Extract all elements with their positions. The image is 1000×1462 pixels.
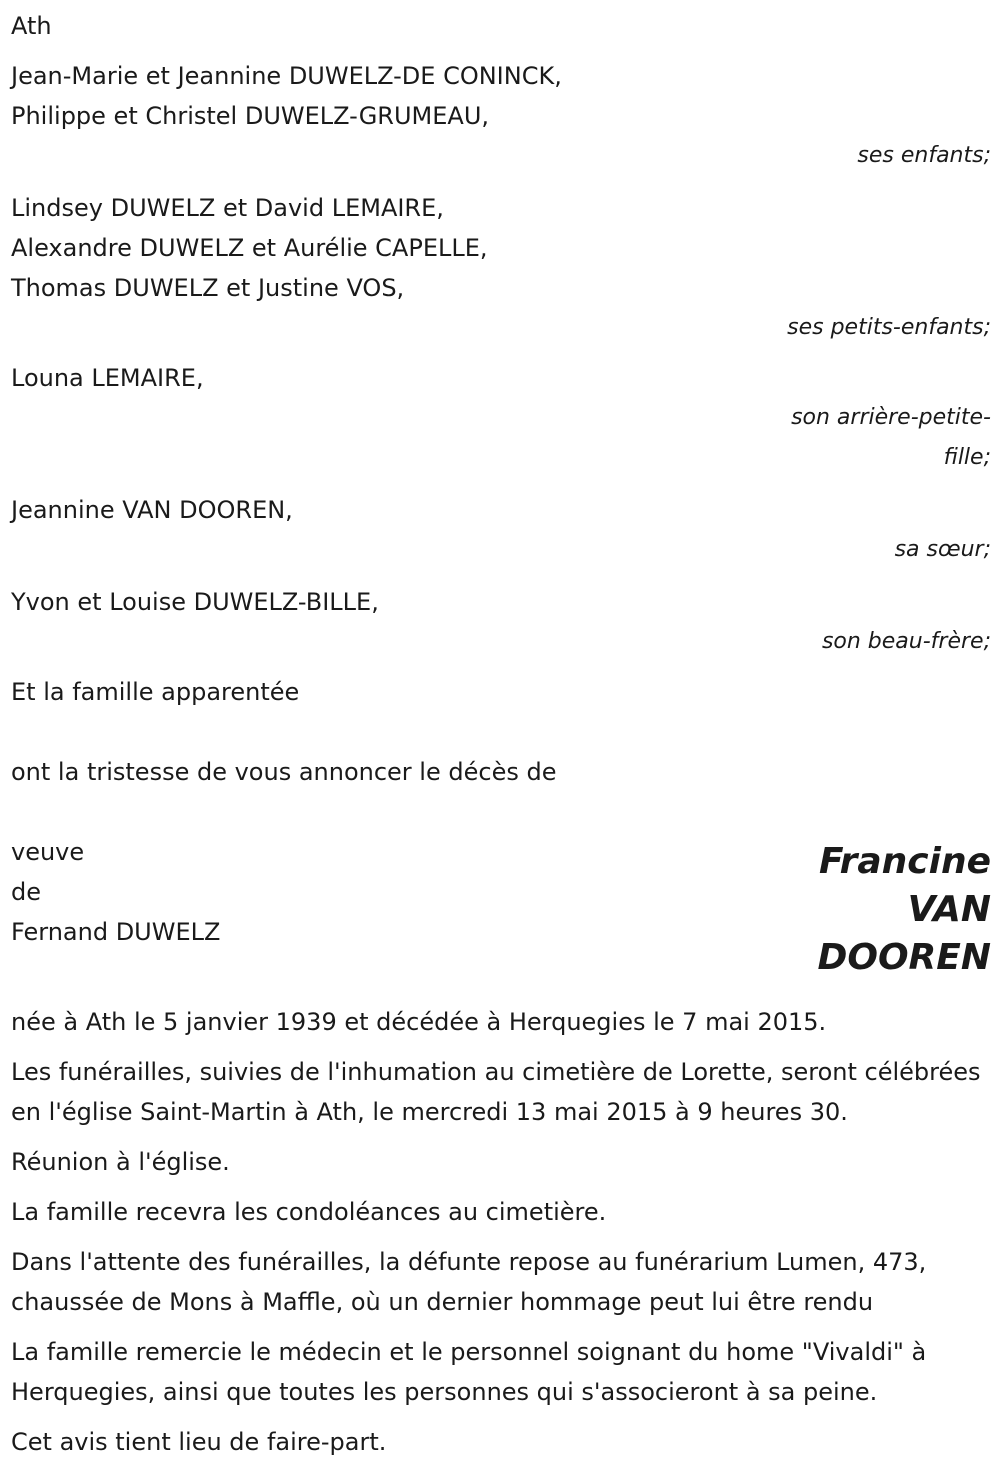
deceased-last-name: VAN [907, 889, 991, 930]
sister-role: sa sœur; [894, 537, 991, 562]
deceased-block [11, 832, 991, 982]
sister-section [11, 490, 991, 570]
children-section [11, 56, 991, 176]
city: Ath [11, 12, 52, 40]
deceased-first-name: Francine [818, 841, 991, 882]
grandchild-line: Lindsey DUWELZ et David LEMAIRE, [11, 194, 444, 222]
repose-paragraph: Dans l'attente des funérailles, la défunte repose au funérarium Lumen, 473, chaussée de Mons à Maffle, où un dernier hommage peut lui être rendu [11, 1248, 927, 1316]
late-husband-name: Fernand DUWELZ [11, 918, 221, 946]
great-granddaughter-section [11, 358, 991, 478]
great-granddaughter-role: son arrière-petite-fille; [791, 405, 991, 470]
child-line: Philippe et Christel DUWELZ-GRUMEAU, [11, 102, 490, 130]
notice-paragraph: Cet avis tient lieu de faire-part. [11, 1428, 387, 1456]
widow-of [11, 832, 220, 952]
announcement: ont la tristesse de vous annoncer le décès de [11, 758, 557, 786]
condolences-paragraph: La famille recevra les condoléances au cimetière. [11, 1198, 607, 1226]
grandchildren-section [11, 188, 991, 348]
grandchildren-role: ses petits-enfants; [787, 315, 991, 340]
funeral-paragraph: Les funérailles, suivies de l'inhumation au cimetière de Lorette, seront célébrées en l'église Saint-Martin à Ath, le mercredi 13 mai 2015 à 9 heures 30. [11, 1058, 981, 1126]
birth-death-paragraph: née à Ath le 5 janvier 1939 et décédée à Herquegies le 7 mai 2015. [11, 1008, 827, 1036]
great-granddaughter-name: Louna LEMAIRE, [11, 364, 204, 392]
grandchild-line: Thomas DUWELZ et Justine VOS, [11, 274, 405, 302]
child-line: Jean-Marie et Jeannine DUWELZ-DE CONINCK, [11, 62, 562, 90]
thanks-paragraph: La famille remercie le médecin et le personnel soignant du home "Vivaldi" à Herquegies, ainsi que toutes les personnes qui s'associeront à sa peine. [11, 1338, 927, 1406]
children-role: ses enfants; [857, 143, 991, 168]
widow-line: veuve [11, 838, 85, 866]
brother-in-law-name: Yvon et Louise DUWELZ-BILLE, [11, 588, 379, 616]
obituary-notice [11, 0, 991, 1462]
brother-in-law-section [11, 582, 991, 662]
grandchild-line: Alexandre DUWELZ et Aurélie CAPELLE, [11, 234, 488, 262]
brother-in-law-role: son beau-frère; [821, 629, 991, 654]
related-family: Et la famille apparentée [11, 678, 300, 706]
sister-name: Jeannine VAN DOOREN, [11, 496, 293, 524]
meeting-paragraph: Réunion à l'église. [11, 1148, 230, 1176]
deceased-name [817, 838, 991, 982]
deceased-last-name: DOOREN [817, 937, 991, 978]
widow-line: de [11, 878, 41, 906]
